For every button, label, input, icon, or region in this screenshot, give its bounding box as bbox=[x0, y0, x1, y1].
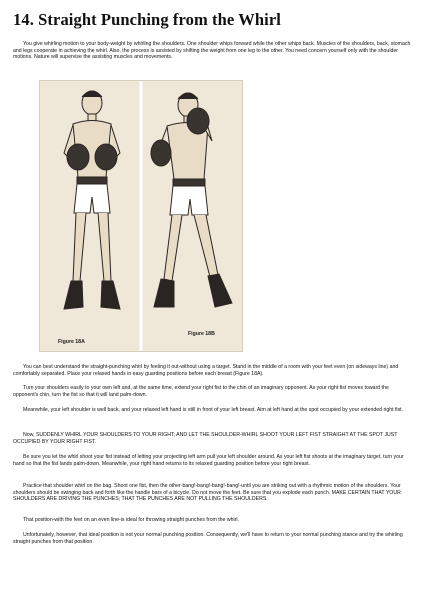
intro-paragraph: You give whirling motion to your body-weight by whirling the shoulders. One shoulder whips forward while the other whips back. Muscles of the shoulders, back, stomach and legs cooperate in achieving the whirl. Also, the process is assisted by shifting the weight from one leg to the other. You need concern yourself only with the shoulder motions. Nature will supervise the assisting muscles and movements. bbox=[13, 41, 411, 60]
boxer-illustration bbox=[39, 80, 243, 352]
boxer-figure-a bbox=[64, 91, 120, 309]
body-paragraph-2: Turn your shoulders easily to your own left and, at the same time, extend your right fist to the chin of an imaginary opponent. As your right fist moves toward the opponent's chin, turn the fist so that it will land palm-down. bbox=[13, 385, 389, 398]
body-paragraph-1: You can best understand the straight-punching whirl by feeling it out-without using a target. Stand in the middle of a room with your feet even (on sideways line) and comfortably separated. Place your relaxed hands in easy guarding positions before each breast (Figure 18A). bbox=[13, 364, 399, 377]
body-paragraph-7: That position-with the feet on an even line-is ideal for throwing straight punches from the whirl. bbox=[23, 517, 239, 523]
body-paragraph-6: Practice that shoulder whirl on the bag. Shoot one fist, then the other-bang!-bang!-bang!-bang!-until you are striking out with a rhythmic motion of the shoulders. Your shoulders should be swinging back and forth like the handle bars of a bicycle. Do not move the feet. Be sure that you explode each punch. MAKE CERTAIN THAT YOUR SHOULDERS ARE DRIVING THE PUNCHES; THAT THE PUNCHES ARE NOT PULLING THE SHOULDERS. bbox=[13, 483, 401, 502]
boxer-figures-svg bbox=[40, 81, 242, 351]
body-paragraph-4: Now, SUDDENLY WHIRL YOUR SHOULDERS TO YOUR RIGHT; AND LET THE SHOULDER-WHIRL SHOOT YOUR LEFT FIST STRAIGHT AT THE SPOT JUST OCCUPIED BY YOUR RIGHT FIST. bbox=[13, 432, 398, 445]
figure-caption-a: Figure 18A bbox=[58, 339, 85, 345]
body-paragraph-3: Meanwhile, your left shoulder is well back, and your relaxed left hand is still in front of your left breast. Aim at left hand at the spot occupied by your extended right fist. bbox=[23, 407, 404, 413]
boxer-figure-b bbox=[151, 93, 232, 307]
body-paragraph-5: Be sure you let the whirl shoot your fist instead of letting your projecting left arm pull your left shoulder around. As your left fist shoots at the imaginary target, turn your hand so that the fist lands palm-down. Meanwhile, your right hand returns to its relaxed guarding position before your right breast. bbox=[13, 454, 404, 467]
page-title: 14. Straight Punching from the Whirl bbox=[13, 10, 281, 29]
body-paragraph-8: Unfortunately, however, that ideal position is not your normal punching position. Consequently, we'll have to return to your normal punching stance and try the whirling straight punches from that position. bbox=[13, 532, 403, 545]
figure-caption-b: Figure 18B bbox=[188, 331, 215, 337]
